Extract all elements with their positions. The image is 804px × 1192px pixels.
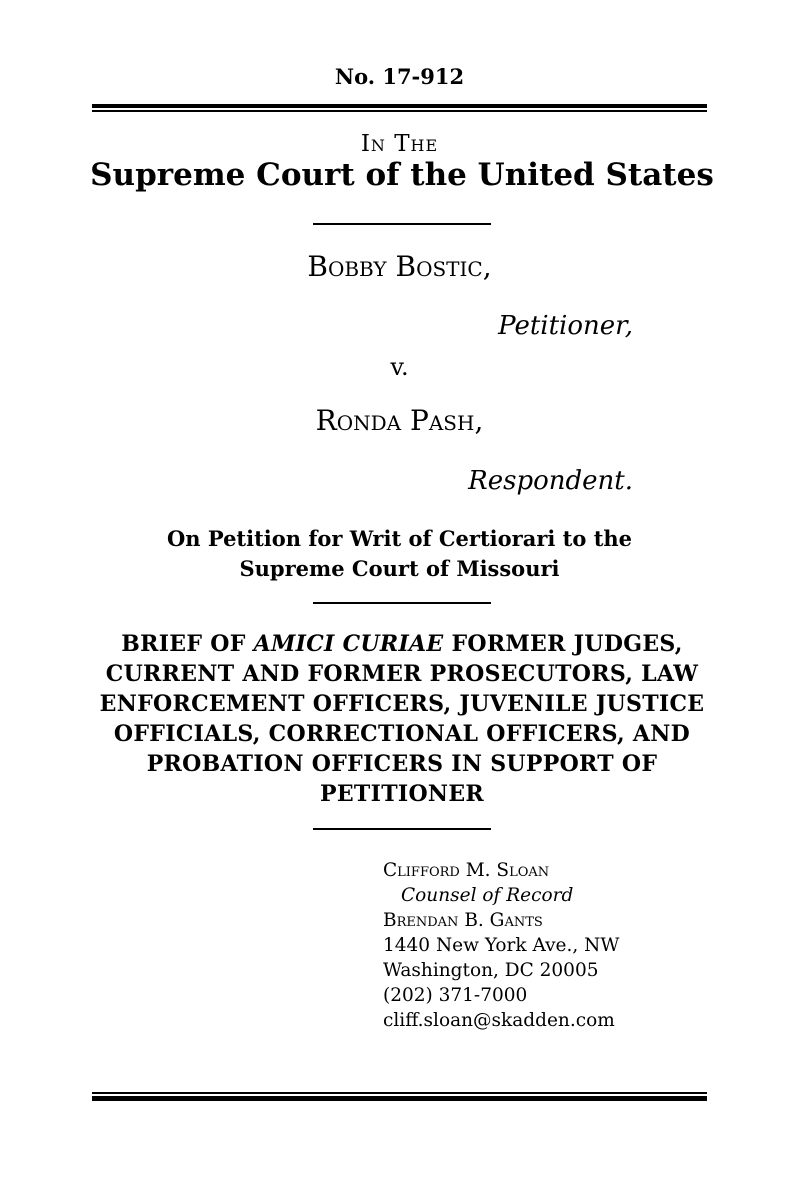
section-divider-3 [313,828,491,830]
brief-title-line-1-pre: BRIEF OF [121,631,254,657]
counsel-of-record-role: Counsel of Record [401,885,574,906]
counsel-second-name: Brendan B. Gants [383,910,543,931]
brief-title-line-4: OFFICIALS, CORRECTIONAL OFFICERS, AND [113,721,691,747]
versus-abbreviation: v. [390,353,409,381]
petition-statement-line-2: Supreme Court of Missouri [239,556,560,581]
petitioner-label: Petitioner, [498,311,633,341]
brief-title-line-2: CURRENT AND FORMER PROSECUTORS, LAW [105,661,699,687]
brief-title [60,629,744,809]
court-name: Supreme Court of the United States [90,157,714,193]
counsel-block [383,858,703,1033]
petitioner-name: Bobby Bostic, [307,250,492,283]
counsel-of-record-name: Clifford M. Sloan [383,860,550,881]
in-the-heading: In The [360,131,439,157]
brief-title-line-6: PETITIONER [320,781,484,807]
docket-number: No. 17-912 [334,64,465,89]
top-double-rule [92,104,707,112]
counsel-phone: (202) 371-7000 [383,985,528,1006]
petition-statement [92,524,707,584]
brief-title-line-1 [60,629,744,659]
brief-title-line-5: PROBATION OFFICERS IN SUPPORT OF [146,751,658,777]
brief-title-line-1-post: FORMER JUDGES, [443,631,683,657]
counsel-address-city: Washington, DC 20005 [383,960,599,981]
respondent-label: Respondent. [468,466,633,496]
brief-title-amici-curiae-italic: AMICI CURIAE [253,631,444,657]
counsel-email: cliff.sloan@skadden.com [383,1010,615,1031]
respondent-name: Ronda Pash, [315,404,484,437]
brief-title-line-3: ENFORCEMENT OFFICERS, JUVENILE JUSTICE [99,691,705,717]
section-divider-2 [313,602,491,604]
bottom-double-rule [92,1092,707,1101]
petition-statement-line-1: On Petition for Writ of Certiorari to the [166,526,633,551]
counsel-address-street: 1440 New York Ave., NW [383,935,620,956]
section-divider-1 [313,223,491,225]
